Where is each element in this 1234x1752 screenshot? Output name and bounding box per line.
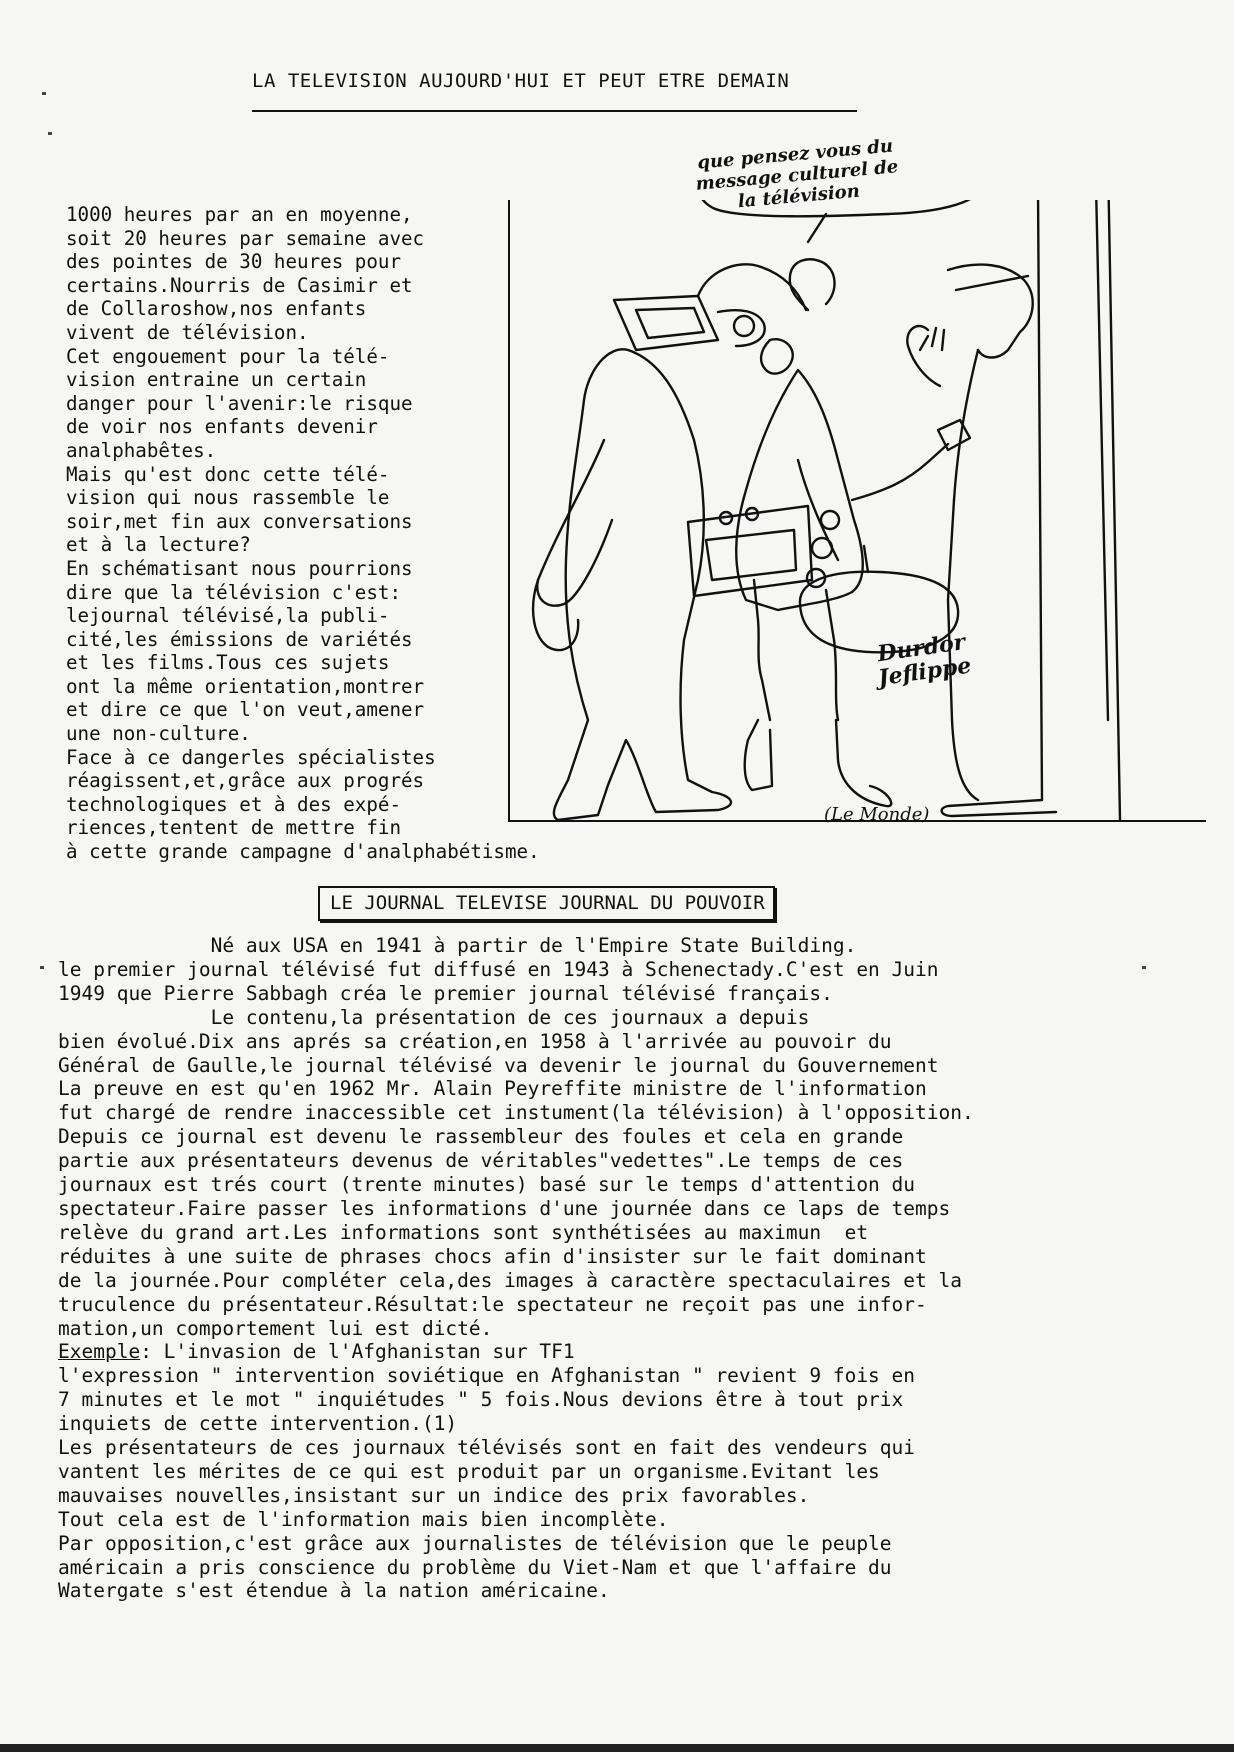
margin-mark: [40, 966, 44, 969]
text-line: soit 20 heures par semaine avec: [66, 226, 425, 250]
text-line: journaux est trés court (trente minutes) basé sur le temps d'attention du: [58, 1173, 916, 1197]
text-line: Tout cela est de l'information mais bien incomplète.: [58, 1507, 669, 1531]
text-line: et à la lecture?: [66, 533, 251, 557]
speech-bubble-answer: Durdor Jeflippe: [875, 629, 973, 692]
text-line: Mais qu'est donc cette télé-: [66, 462, 390, 486]
text-line: vision entraine un certain: [66, 368, 367, 392]
text-line: Né aux USA en 1941 à partir de l'Empire State Building.: [58, 934, 857, 957]
text-line: danger pour l'avenir:le risque: [66, 391, 413, 415]
text-line: réagissent,et,grâce aux progrés: [66, 769, 425, 793]
text-line: vision qui nous rassemble le: [66, 486, 390, 510]
text-line: dire que la télévision c'est:: [66, 580, 402, 604]
text-line: En schématisant nous pourrions: [66, 556, 413, 580]
text-line: vantent les mérites de ce qui est produit par un organisme.Evitant les: [58, 1459, 880, 1483]
text-line: des pointes de 30 heures pour: [66, 250, 402, 274]
text-line: le premier journal télévisé fut diffusé en 1943 à Schenectady.C'est en Juin: [58, 957, 939, 981]
text-line: certains.Nourris de Casimir et: [66, 273, 413, 297]
text-line: truculence du présentateur.Résultat:le spectateur ne reçoit pas une infor-: [58, 1292, 927, 1316]
text-line: spectateur.Faire passer les informations d'une journée dans ce laps de temps: [58, 1196, 951, 1220]
cartoon-drawing: [508, 200, 1208, 830]
text-line: soir,met fin aux conversations: [66, 509, 413, 533]
page-title: LA TELEVISION AUJOURD'HUI ET PEUT ETRE DEMAIN: [252, 70, 790, 92]
text-line: Général de Gaulle,le journal télévisé va devenir le journal du Gouvernement: [58, 1053, 939, 1077]
text-line: analphabêtes.: [66, 438, 217, 462]
text-line: Face à ce dangerles spécialistes: [66, 745, 436, 769]
margin-mark: [48, 132, 52, 135]
title-underline: [252, 110, 857, 112]
text-line: Le contenu,la présentation de ces journaux a depuis: [58, 1005, 810, 1029]
text-line: Par opposition,c'est grâce aux journalistes de télévision que le peuple: [58, 1531, 892, 1555]
text-line: La preuve en est qu'en 1962 Mr. Alain Peyreffite ministre de l'information: [58, 1077, 927, 1101]
cartoon-illustration: [508, 135, 1208, 828]
text-line: Depuis ce journal est devenu le rassembleur des foules et cela en grande: [58, 1125, 904, 1149]
text-line: relève du grand art.Les informations sont synthétisées au maximun et: [58, 1220, 869, 1244]
text-line: inquiets de cette intervention.(1): [58, 1412, 458, 1436]
speech-bubble-question: que pensez vous du message culturel de la télévision: [694, 135, 900, 213]
text-line: et dire ce que l'on veut,amener: [66, 698, 425, 722]
text-line: Exemple: L'invasion de l'Afghanistan sur TF1: [58, 1340, 575, 1364]
text-line: Watergate s'est étendue à la nation américaine.: [58, 1579, 610, 1603]
text-line: l'expression " intervention soviétique en Afghanistan " revient 9 fois en: [58, 1364, 916, 1388]
text-line: technologiques et à des expé-: [66, 792, 402, 816]
text-line: 1000 heures par an en moyenne,: [66, 203, 413, 226]
article-body: [58, 934, 1178, 1603]
text-line: mation,un comportement lui est dicté.: [58, 1316, 493, 1340]
text-line: Cet engouement pour la télé-: [66, 344, 390, 368]
text-line: fut chargé de rendre inaccessible cet instument(la télévision) à l'opposition.: [58, 1101, 974, 1125]
text-line: de la journée.Pour compléter cela,des images à caractère spectaculaires et la: [58, 1268, 962, 1292]
text-line: lejournal télévisé,la publi-: [66, 604, 390, 628]
text-line: Les présentateurs de ces journaux télévisés sont en fait des vendeurs qui: [58, 1436, 916, 1460]
section-heading: LE JOURNAL TELEVISE JOURNAL DU POUVOIR: [318, 886, 775, 921]
text-line: et les films.Tous ces sujets: [66, 651, 390, 675]
text-line: de voir nos enfants devenir: [66, 415, 378, 439]
margin-mark: [42, 92, 46, 95]
text-line: ont la même orientation,montrer: [66, 674, 425, 698]
text-line: cité,les émissions de variétés: [66, 627, 413, 651]
cartoon-credit: (Le Monde): [824, 804, 930, 825]
text-line: à cette grande campagne d'analphabétisme.: [66, 840, 540, 864]
text-line: riences,tentent de mettre fin: [66, 816, 402, 840]
text-line: américain a pris conscience du problème du Viet-Nam et que l'affaire du: [58, 1555, 892, 1579]
text-line: partie aux présentateurs devenus de véritables"vedettes".Le temps de ces: [58, 1149, 904, 1173]
intro-column: [66, 203, 540, 864]
text-line: bien évolué.Dix ans aprés sa création,en 1958 à l'arrivée au pouvoir du: [58, 1029, 892, 1053]
text-line: une non-culture.: [66, 722, 251, 746]
text-line: réduites à une suite de phrases chocs afin d'insister sur le fait dominant: [58, 1244, 927, 1268]
page-bottom-edge: [0, 1744, 1234, 1752]
text-line: mauvaises nouvelles,insistant sur un indice des prix favorables.: [58, 1483, 810, 1507]
example-label: Exemple: [58, 1340, 141, 1364]
text-line: de Collaroshow,nos enfants: [66, 297, 367, 321]
text-line: 7 minutes et le mot " inquiétudes " 5 fois.Nous devions être à tout prix: [58, 1388, 904, 1412]
text-line: 1949 que Pierre Sabbagh créa le premier journal télévisé français.: [58, 981, 833, 1005]
text-line: vivent de télévision.: [66, 320, 309, 344]
